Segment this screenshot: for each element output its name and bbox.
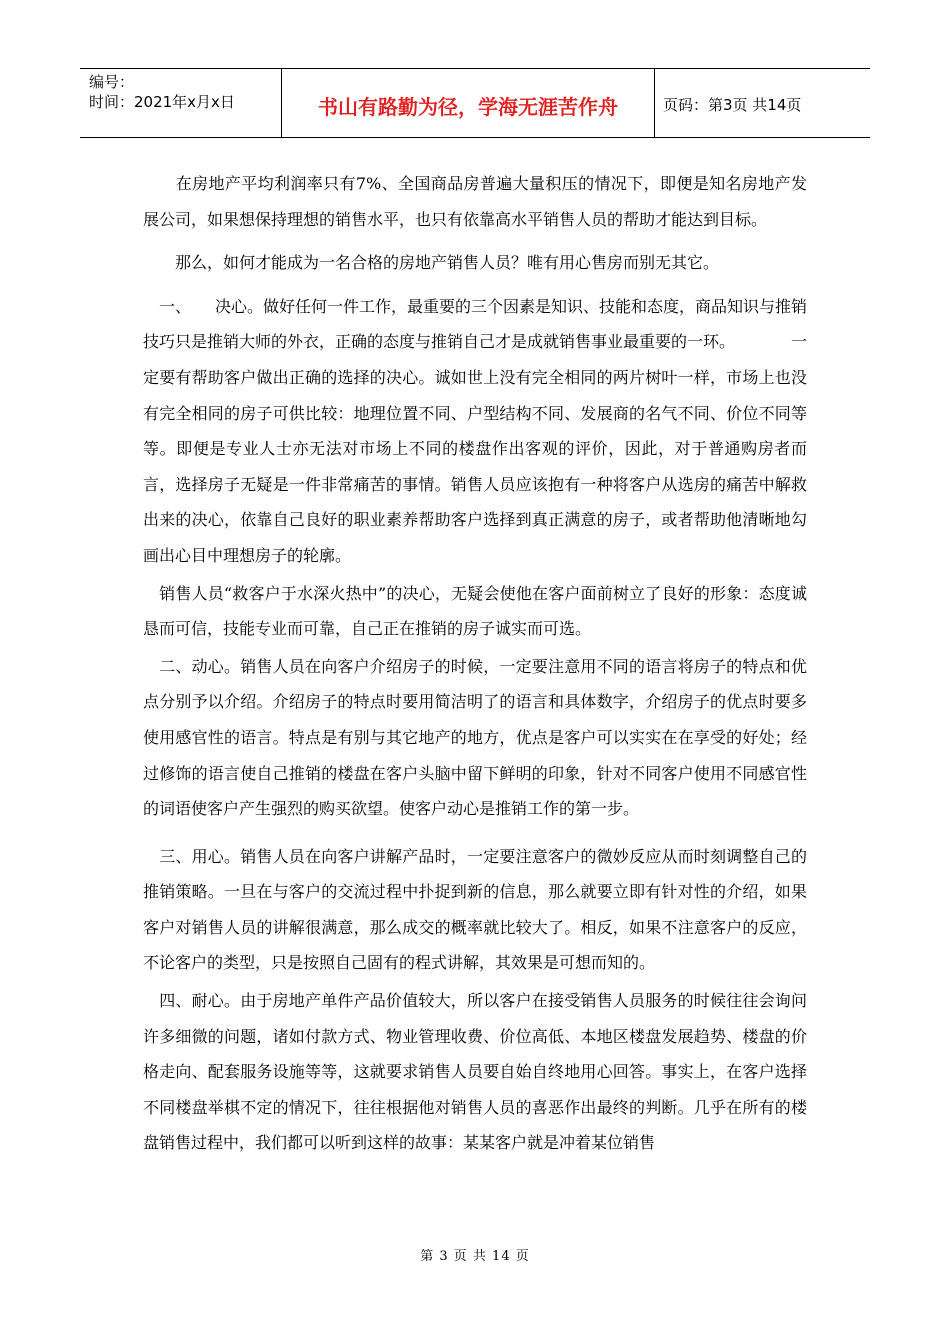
paragraph-section-attentive: 三、用心。销售人员在向客户讲解产品时，一定要注意客户的微妙反应从而时刻调整自己的推销策略。一旦在与客户的交流过程中扑捉到新的信息，那么就要立即有针对性的介绍，如果客户对销售人员的讲解很满意，那么成交的概率就比较大了。相反，如果不注意客户的反应，不论客户的类型，只是按照自己固有的程式讲解，其效果是可想而知的。 (143, 846, 807, 973)
document-header (80, 68, 870, 138)
document-body (143, 166, 807, 1169)
paragraph-question: 那么，如何才能成为一名合格的房地产销售人员？唯有用心售房而别无其它。 (143, 253, 720, 273)
paragraph-intro: 在房地产平均利润率只有7%、全国商品房普遍大量积压的情况下，即便是知名房地产发展公司，如果想保持理想的销售水平，也只有依靠高水平销售人员的帮助才能达到目标。 (143, 174, 807, 229)
paragraph-section-determination: 一、 决心。做好任何一件工作，最重要的三个因素是知识、技能和态度，商品知识与推销技巧只是推销大师的外衣，正确的态度与推销自己才是成就销售事业最重要的一环。 一定要有帮助客户做出正确的选择的决心。诚如世上没有完全相同的两片树叶一样，市场上也没有完全相同的房子可供比较：地理位置不同、户型结构不同、发展商的名气不同、价位不同等等。即便是专业人士亦无法对市场上不同的楼盘作出客观的评价，因此，对于普通购房者而言，选择房子无疑是一件非常痛苦的事情。销售人员应该抱有一种将客户从选房的痛苦中解救出来的决心，依靠自己良好的职业素养帮助客户选择到真正满意的房子，或者帮助他清晰地勾画出心目中理想房子的轮廓。 (143, 296, 808, 565)
paragraph-determination-summary: 销售人员“救客户于水深火热中”的决心，无疑会使他在客户面前树立了良好的形象：态度诚恳而可信，技能专业而可靠，自己正在推销的房子诚实而可选。 (143, 583, 807, 639)
header-slogan: 书山有路勤为径，学海无涯苦作舟 (282, 69, 655, 137)
document-date-label: 时间：2021年x月x日 (89, 93, 235, 111)
paragraph-section-moving: 二、动心。销售人员在向客户介绍房子的时候，一定要注意用不同的语言将房子的特点和优点分别予以介绍。介绍房子的特点时要用简洁明了的语言和具体数字，介绍房子的优点时要多使用感官性的语言。特点是有别与其它地产的地方，优点是客户可以实实在在享受的好处；经过修饰的语言使自己推销的楼盘在客户头脑中留下鲜明的印象，针对不同客户使用不同感官性的词语使客户产生强烈的购买欲望。使客户动心是推销工作的第一步。 (143, 656, 807, 819)
page-footer: 第 3 页 共 14 页 (420, 1249, 530, 1264)
paragraph-section-patience: 四、耐心。由于房地产单件产品价值较大，所以客户在接受销售人员服务的时候往往会询问许多细微的问题，诸如付款方式、物业管理收费、价位高低、本地区楼盘发展趋势、楼盘的价格走向、配套服务设施等等，这就要求销售人员要自始自终地用心回答。事实上，在客户选择不同楼盘举棋不定的情况下，往往根据他对销售人员的喜恶作出最终的判断。几乎在所有的楼盘销售过程中，我们都可以听到这样的故事：某某客户就是冲着某位销售 (143, 991, 807, 1153)
header-meta (80, 69, 282, 137)
header-page-info: 页码：第3页 共14页 (663, 95, 802, 114)
document-number-label: 编号： (89, 73, 135, 91)
